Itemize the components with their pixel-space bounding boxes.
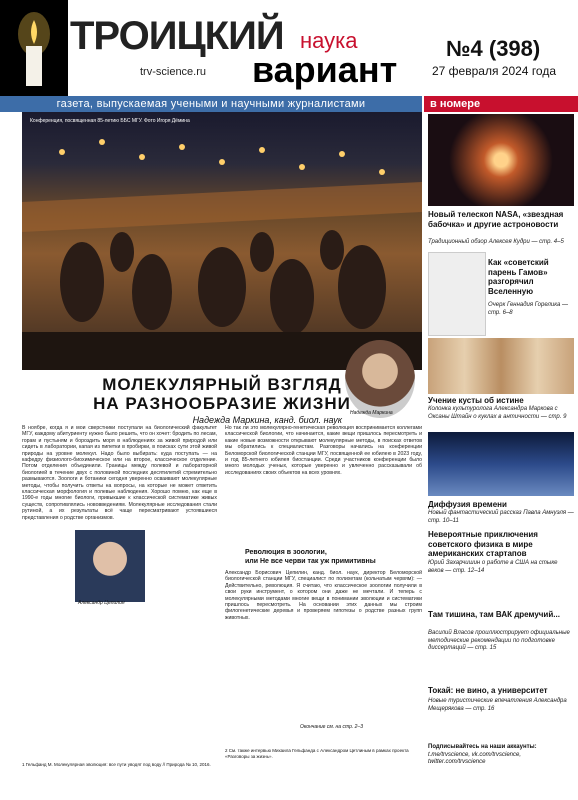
candle-logo — [0, 0, 68, 96]
sidebar-item-diffusion[interactable]: Диффузия времени — [428, 500, 507, 509]
sidebar-sub-astronomy: Традиционный обзор Алексея Кудри — стр. 4–5 — [428, 239, 564, 245]
interviewee-photo — [75, 530, 145, 602]
subscribe-title: Подписывайтесь на наши аккаунты: — [428, 744, 537, 750]
continued-note: Окончание см. на стр. 2–3 — [300, 724, 363, 730]
telescope-image — [428, 114, 574, 206]
article-column-1: В ноябре, когда я и мои сверстники поступали на биологический факультет МГУ, каждому абитуриенту нужно было решить, что он хочет: бродить по лесам, горам и пустыням и бороздить моря в наблюдениях за живой природой или сидеть в лаборатории, капая из пипетки в пробирки, в поисках сути этой живой природы на уровне молекул. Надо было выбирать: куда поступать — на кафедру физиолого-биохимическое или на второе, классическое отделение. Потом отделения объединили. Границы между полевой и лабораторной биологией в течение двух с половиной последних десятилетий стремительно размываются. Зоологи и ботаники сегодня уверенно осваивают молекулярные методы, чтобы получить ответы на вопросы, на которые не может ответить классическая морфология и полевые наблюдения. Хорошо помню, как еще в 1990-е годы многие биологи, привыкшие к классической систематике живых существ, сопротивлялись нововведениям. Молекулярные исследования стали рутиной, а их результаты всё чаще пересматривают устоявшиеся представления о родстве организмов. — [22, 425, 217, 521]
sidebar-item-tokai[interactable]: Токай: не вино, а университет — [428, 686, 548, 695]
sidebar-item-astronomy[interactable]: Новый телескоп NASA, «звездная бабочка» и другие астроновости — [428, 210, 564, 229]
subscribe-block — [428, 744, 574, 767]
article-subhead — [245, 548, 425, 566]
sidebar-sub-vak: Василий Власов проиллюстрирует официальные методические рекомендации по подготовке диссертаций — стр. 15 — [428, 630, 570, 651]
subscribe-links[interactable]: t.me/trvscience, vk.com/trvscience, twitter.com/trvscience — [428, 751, 522, 765]
sidebar-item-startups[interactable]: Невероятные приключения советского физика в мире американских стартапов — [428, 530, 538, 558]
time-diffusion-image — [428, 432, 574, 496]
author-portrait — [345, 340, 415, 418]
sidebar-sub-gamov: Очерк Геннадия Горелика — стр. 6–8 — [488, 302, 569, 316]
sidebar-sub-dolls: Колонка культуролога Александра Маркова с Оксаны Штайн о куклах в античности — стр. 9 — [428, 406, 567, 420]
article-column-2: Но так ли это молекулярно-генетическая революция воспринимается коллегами классической биологии, что начинается, какие вещи пришлось пересмотреть и какие новые возможности открывают молекулярные методы, в поисках ответов мы обратились к специалистам. Разговоры начались на конференции Беломорской биологической станции МГУ, посвященной ее юбилею в 2023 году, и год 85-летнего юбилея биостанции. Среди участников конференции было много молодых ученых, которые уверенно и увлеченно рассказывали об исследованиях своих объектов на всех уровнях. — [225, 425, 422, 476]
footnote-2: 2 См. также интервью Михаила Гельфанда с Александром Цетлиным в рамках проекта «Разговоры за жизнь». — [225, 748, 409, 759]
masthead-title: ТРОИЦКИЙ — [70, 14, 284, 58]
sidebar-sub-tokai: Новые туристические впечатления Александра Мещерякова — стр. 16 — [428, 698, 567, 712]
article-column-2b: Александр Борисович Цепилин, канд. биол. наук, директор Беломорской биологической станции МГУ, специалист по полихетам (кольчатым червям): — Действительно, революция. Я считаю, что классическое зоологии получили в свои руки инструмент, о котором они даже не мечтали. И теперь с молекулярными методами многие вещи в понимании эволюции и систематики пришлось пересмотреть. На основании этих данных мы строим филогенетические деревья и проверяем гипотезы о родстве разных групп животных. — [225, 570, 422, 621]
issue-date: 27 февраля 2024 года — [432, 64, 557, 78]
photo-caption: Конференция, посвященная 85-летию ББС МГУ. Фото Игоря Дёмина — [30, 118, 190, 124]
site-url[interactable]: trv-science.ru — [140, 66, 207, 78]
subhead-line-2: или Не все черви так уж примитивны — [245, 558, 376, 565]
issue-number: №4 (398) — [446, 36, 541, 61]
in-issue-label: в номере — [424, 96, 578, 112]
headline-line-2: НА РАЗНООБРАЗИЕ ЖИЗНИ — [93, 394, 351, 413]
subhead-line-1: Революция в зоологии, — [245, 549, 327, 556]
gamov-sketch — [428, 252, 486, 336]
dolls-image — [428, 338, 574, 394]
interviewee-caption: Александр Цепилин — [78, 600, 125, 606]
slogan-bar: газета, выпускаемая учеными и научными журналистами — [0, 96, 422, 112]
sidebar-sub-startups: Юрий Захарчишин о работе в США на стыке веков — стр. 12–14 — [428, 560, 558, 574]
author-portrait-caption: Надежда Маркина — [350, 410, 393, 416]
sidebar-item-vak[interactable]: Там тишина, там ВАК дремучий... — [428, 610, 560, 619]
sidebar-item-dolls[interactable]: Учение кусты об истине — [428, 396, 524, 405]
sidebar-item-gamov[interactable]: Как «советский парень Гамов» разгорячил Вселенную — [488, 258, 549, 296]
masthead-variant: вариант — [252, 49, 398, 90]
conference-photo — [22, 112, 422, 370]
headline-line-1: МОЛЕКУЛЯРНЫЙ ВЗГЛЯД — [102, 375, 342, 394]
footnote-1: 1 Гельфанд М. Молекулярная эволюция: все пути уводят под воду // Природа № 10, 2016. — [22, 762, 211, 767]
article-byline: Надежда Маркина, канд. биол. наук — [192, 415, 342, 425]
sidebar-sub-diffusion: Новый фантастический рассказ Павла Амнуэля — стр. 10–11 — [428, 510, 574, 524]
masthead-nauka: наука — [300, 28, 358, 53]
